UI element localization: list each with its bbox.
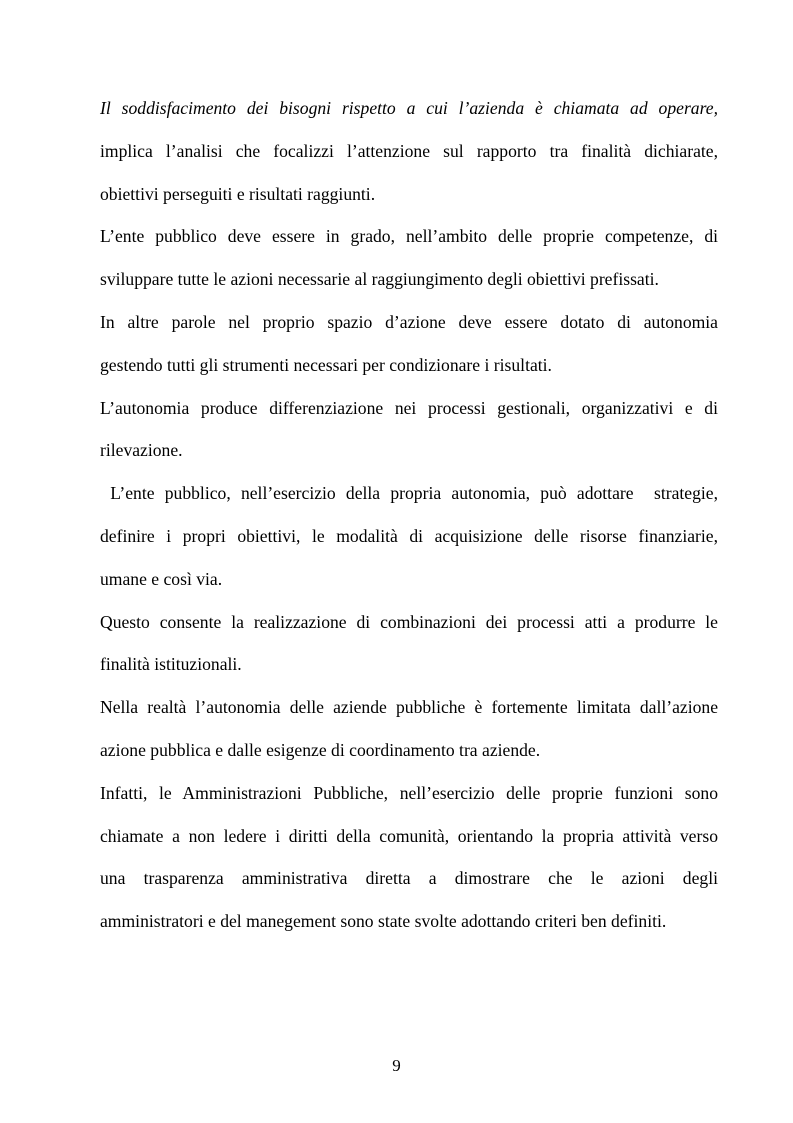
text-line: L’autonomia produce differenziazione nei processi gestionali, organizzativi e di <box>100 397 718 418</box>
text-line: una trasparenza amministrativa diretta a dimostrare che le azioni degli <box>100 868 718 889</box>
text-line: Questo consente la realizzazione di combinazioni dei processi atti a produrre le <box>100 611 718 632</box>
text-line: Infatti, le Amministrazioni Pubbliche, nell’esercizio delle proprie funzioni sono <box>100 782 718 803</box>
text-line: sviluppare tutte le azioni necessarie al raggiungimento degli obiettivi prefissati. <box>100 269 659 290</box>
body-text <box>100 92 718 948</box>
text-line: finalità istituzionali. <box>100 654 242 675</box>
text-line: definire i propri obiettivi, le modalità di acquisizione delle risorse finanziarie, <box>100 525 718 546</box>
text-line: Nella realtà l’autonomia delle aziende pubbliche è fortemente limitata dall’azione <box>100 697 718 718</box>
text-line: L’ente pubblico, nell’esercizio della propria autonomia, può adottare strategie, <box>100 483 718 504</box>
text-line: amministratori e del manegement sono state svolte adottando criteri ben definiti. <box>100 911 667 932</box>
text-line: umane e così via. <box>100 568 223 589</box>
text-line: azione pubblica e dalle esigenze di coordinamento tra aziende. <box>100 739 541 760</box>
text-line: chiamate a non ledere i diritti della comunità, orientando la propria attività verso <box>100 825 718 846</box>
text-line: rilevazione. <box>100 440 183 461</box>
page-number: 9 <box>392 1056 401 1075</box>
text-line: In altre parole nel proprio spazio d’azione deve essere dotato di autonomia <box>100 311 718 332</box>
text-line: L’ente pubblico deve essere in grado, nell’ambito delle proprie competenze, di <box>100 226 718 247</box>
text-line: gestendo tutti gli strumenti necessari per condizionare i risultati. <box>100 354 552 375</box>
text-line: implica l’analisi che focalizzi l’attenzione sul rapporto tra finalità dichiarate, <box>100 140 718 161</box>
text-line: obiettivi perseguiti e risultati raggiunti. <box>100 183 376 204</box>
text-line: Il soddisfacimento dei bisogni rispetto a cui l’azienda è chiamata ad operare, <box>100 98 718 118</box>
